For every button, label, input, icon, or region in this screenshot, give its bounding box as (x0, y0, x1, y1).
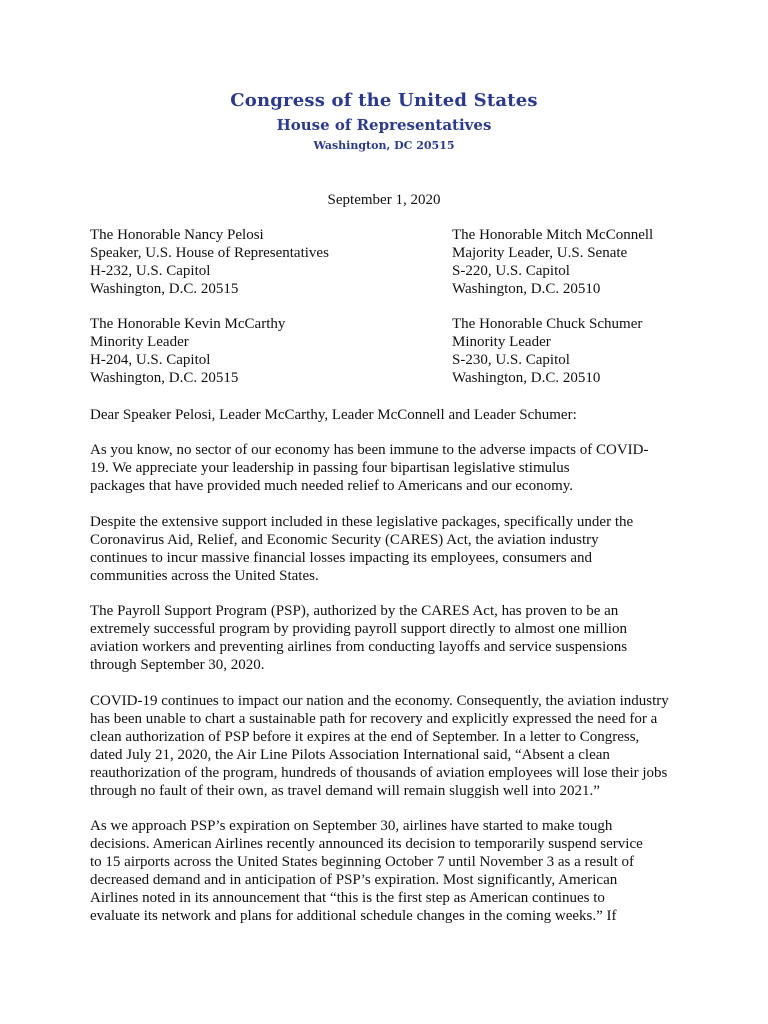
body-paragraph (90, 817, 690, 925)
salutation: Dear Speaker Pelosi, Leader McCarthy, Leader McConnell and Leader Schumer: (90, 407, 577, 423)
paragraph-line: As you know, no sector of our economy has been immune to the adverse impacts of COVID- (90, 442, 649, 458)
recipient-office: S-220, U.S. Capitol (452, 263, 570, 279)
recipient-title: Majority Leader, U.S. Senate (452, 245, 628, 261)
recipient-name: The Honorable Mitch McConnell (452, 227, 654, 243)
recipient-name: The Honorable Chuck Schumer (452, 316, 643, 332)
recipient-office: S-230, U.S. Capitol (452, 352, 570, 368)
paragraph-line: As we approach PSP’s expiration on September 30, airlines have started to make tough (90, 818, 613, 834)
body-paragraph (90, 513, 690, 585)
recipient-office: H-204, U.S. Capitol (90, 352, 211, 368)
paragraph-line: aviation workers and preventing airlines from conducting layoffs and service suspensions (90, 639, 628, 655)
paragraph-line: extremely successful program by providing payroll support directly to almost one million (90, 621, 627, 637)
paragraph-line: through September 30, 2020. (90, 657, 265, 673)
paragraph-line: continues to incur massive financial losses impacting its employees, consumers and (90, 550, 592, 566)
paragraph-line: through no fault of their own, as travel demand will remain sluggish well into 2021.” (90, 783, 600, 799)
letterhead-address: Washington, DC 20515 (313, 139, 455, 152)
letterhead-house: House of Representatives (276, 116, 492, 134)
paragraph-line: packages that have provided much needed relief to Americans and our economy. (90, 478, 574, 494)
paragraph-line: has been unable to chart a sustainable path for recovery and explicitly expressed the need for a (90, 711, 658, 727)
recipient-name: The Honorable Kevin McCarthy (90, 316, 286, 332)
recipient-block (90, 226, 329, 298)
body-paragraph (90, 602, 690, 674)
paragraph-line: 19. We appreciate your leadership in passing four bipartisan legislative stimulus (90, 460, 570, 476)
recipient-office: H-232, U.S. Capitol (90, 263, 211, 279)
body-paragraph (90, 692, 690, 800)
body-paragraph (90, 441, 690, 495)
paragraph-line: dated July 21, 2020, the Air Line Pilots Association International said, “Absent a clean (90, 747, 610, 763)
paragraph-line: Airlines noted in its announcement that “this is the first step as American continues to (90, 890, 605, 906)
letter-date: September 1, 2020 (327, 192, 441, 208)
recipient-title: Minority Leader (90, 334, 189, 350)
paragraph-line: The Payroll Support Program (PSP), authorized by the CARES Act, has proven to be an (90, 603, 619, 619)
paragraph-line: reauthorization of the program, hundreds of thousands of aviation employees will lose their jobs (90, 765, 668, 781)
letterhead (0, 88, 768, 156)
paragraph-line: clean authorization of PSP before it expires at the end of September. In a letter to Congress, (90, 729, 640, 745)
recipient-block (452, 315, 642, 387)
recipient-city: Washington, D.C. 20515 (90, 370, 239, 386)
paragraph-line: Coronavirus Aid, Relief, and Economic Security (CARES) Act, the aviation industry (90, 532, 599, 548)
letterhead-congress: Congress of the United States (230, 90, 538, 111)
recipient-city: Washington, D.C. 20510 (452, 370, 601, 386)
recipient-city: Washington, D.C. 20510 (452, 281, 601, 297)
recipient-city: Washington, D.C. 20515 (90, 281, 239, 297)
paragraph-line: COVID-19 continues to impact our nation and the economy. Consequently, the aviation industry (90, 693, 669, 709)
recipient-block (452, 226, 653, 298)
paragraph-line: decreased demand and in anticipation of PSP’s expiration. Most significantly, American (90, 872, 618, 888)
paragraph-line: decisions. American Airlines recently announced its decision to temporarily suspend service (90, 836, 643, 852)
recipient-title: Speaker, U.S. House of Representatives (90, 245, 329, 261)
recipient-name: The Honorable Nancy Pelosi (90, 227, 264, 243)
paragraph-line: communities across the United States. (90, 568, 319, 584)
paragraph-line: Despite the extensive support included in these legislative packages, specifically under the (90, 514, 634, 530)
recipient-block (90, 315, 285, 387)
recipient-title: Minority Leader (452, 334, 551, 350)
paragraph-line: evaluate its network and plans for additional schedule changes in the coming weeks.” If (90, 908, 617, 924)
paragraph-line: to 15 airports across the United States beginning October 7 until November 3 as a result of (90, 854, 635, 870)
